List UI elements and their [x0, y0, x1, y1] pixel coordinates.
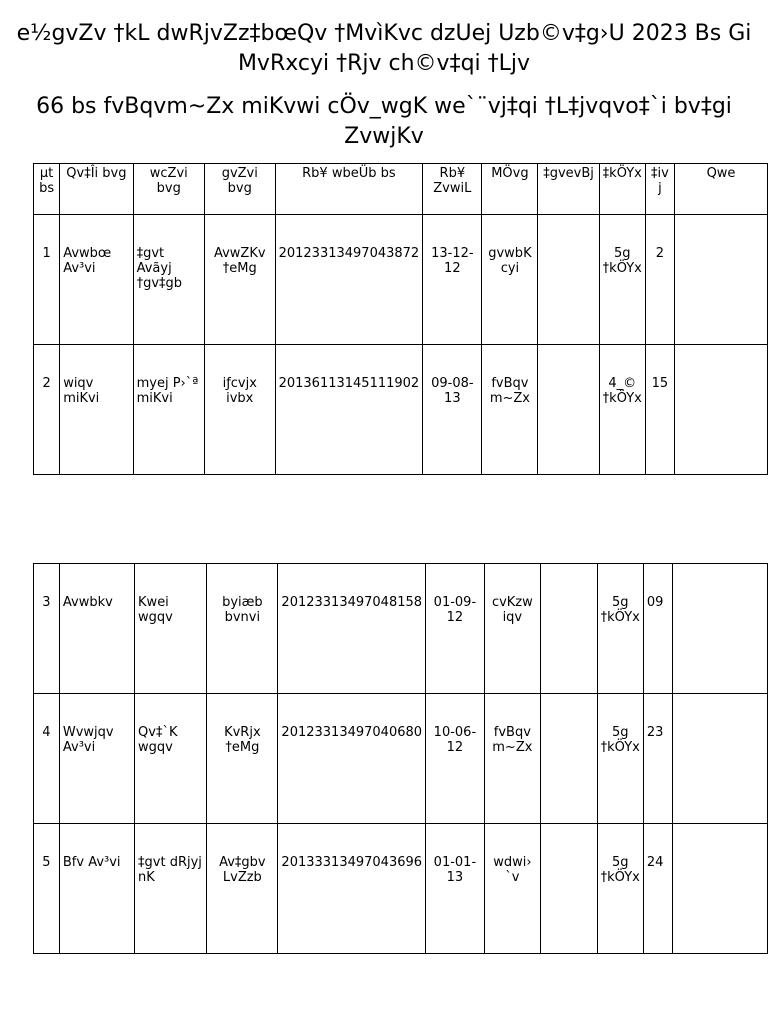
- cell-class: 5g †kÖYx: [597, 564, 643, 694]
- cell-roll: 09: [643, 564, 672, 694]
- cell-village: wdwi› `v: [484, 824, 540, 954]
- cell-class: 5g †kÖYx: [597, 694, 643, 824]
- cell-roll: 2: [645, 215, 674, 345]
- cell-class: 5g †kÖYx: [599, 215, 645, 345]
- player-table-page-2: [33, 563, 768, 954]
- cell-mobile: [538, 345, 599, 475]
- col-header-roll: ‡iv j: [645, 164, 674, 215]
- col-header-dob: Rb¥ ZvwiL: [423, 164, 482, 215]
- cell-village: cvKzw iqv: [484, 564, 540, 694]
- cell-father-name: ‡gvt dRjyj nK: [135, 824, 207, 954]
- col-header-serial: µt bs: [34, 164, 60, 215]
- document-title: e½gvZv †kL dwRjvZz‡bœQv †MvìKvc dzUej Uzb©v‡g›U 2023 Bs Gi MvRxcyi †Rjv ch©v‡qi †Ljv: [16, 21, 752, 76]
- col-header-mother-name: gvZvi bvg: [204, 164, 275, 215]
- cell-mother-name: byiæb bvnvi: [207, 564, 278, 694]
- cell-photo: [673, 824, 768, 954]
- cell-father-name: ‡gvt Avãyj †gv‡gb: [133, 215, 204, 345]
- cell-roll: 23: [643, 694, 672, 824]
- cell-mobile: [540, 694, 597, 824]
- col-header-birth-reg: Rb¥ wbeÜb bs: [275, 164, 423, 215]
- cell-class: 4_© †kÖYx: [599, 345, 645, 475]
- cell-father-name: Kwei wgqv: [135, 564, 207, 694]
- cell-mother-name: Av‡gbv LvZzb: [207, 824, 278, 954]
- cell-serial: 2: [34, 345, 60, 475]
- table-row: [34, 215, 768, 345]
- cell-dob: 01-01-13: [426, 824, 485, 954]
- cell-father-name: myej P›`ª miKvi: [133, 345, 204, 475]
- cell-student-name: Wvwjqv Av³vi: [59, 694, 134, 824]
- col-header-student-name: Qv‡Îi bvg: [60, 164, 133, 215]
- cell-village: fvBqv m~Zx: [484, 694, 540, 824]
- cell-birth-reg: 20133313497043696: [278, 824, 426, 954]
- cell-mobile: [540, 564, 597, 694]
- cell-student-name: Avwbœ Av³vi: [60, 215, 133, 345]
- cell-student-name: Avwbkv: [59, 564, 134, 694]
- cell-mother-name: AvwZKv †eMg: [204, 215, 275, 345]
- cell-serial: 5: [34, 824, 60, 954]
- table-row: [34, 564, 768, 694]
- cell-mother-name: KvRjx †eMg: [207, 694, 278, 824]
- cell-roll: 24: [643, 824, 672, 954]
- table-row: [34, 824, 768, 954]
- player-table-page-1: [33, 163, 768, 475]
- cell-birth-reg: 20123313497040680: [278, 694, 426, 824]
- cell-dob: 13-12-12: [423, 215, 482, 345]
- cell-birth-reg: 20123313497043872: [275, 215, 423, 345]
- cell-dob: 10-06-12: [426, 694, 485, 824]
- cell-photo: [673, 694, 768, 824]
- col-header-photo: Qwe: [675, 164, 768, 215]
- table-row: [34, 345, 768, 475]
- cell-dob: 09-08-13: [423, 345, 482, 475]
- cell-birth-reg: 20136113145111902: [275, 345, 423, 475]
- cell-photo: [675, 345, 768, 475]
- col-header-village: MÖvg: [482, 164, 538, 215]
- cell-village: fvBqv m~Zx: [482, 345, 538, 475]
- cell-serial: 4: [34, 694, 60, 824]
- col-header-mobile: ‡gvevBj: [538, 164, 599, 215]
- cell-photo: [673, 564, 768, 694]
- cell-mobile: [538, 215, 599, 345]
- table-header-row: [34, 164, 768, 215]
- cell-birth-reg: 20123313497048158: [278, 564, 426, 694]
- cell-mobile: [540, 824, 597, 954]
- cell-serial: 1: [34, 215, 60, 345]
- cell-photo: [675, 215, 768, 345]
- table-row: [34, 694, 768, 824]
- document-subtitle: 66 bs fvBqvm~Zx miKvwi cÖv_wgK we`¨vj‡qi †L‡jvqvo‡`i bv‡gi ZvwjKv: [36, 94, 732, 149]
- col-header-father-name: wcZvi bvg: [133, 164, 204, 215]
- cell-roll: 15: [645, 345, 674, 475]
- cell-village: gvwbK cyi: [482, 215, 538, 345]
- cell-student-name: wiqv miKvi: [60, 345, 133, 475]
- cell-student-name: Bfv Av³vi: [59, 824, 134, 954]
- cell-father-name: Qv‡`K wgqv: [135, 694, 207, 824]
- col-header-class: ‡kÖYx: [599, 164, 645, 215]
- cell-dob: 01-09-12: [426, 564, 485, 694]
- cell-serial: 3: [34, 564, 60, 694]
- cell-mother-name: iƒcvjx ivbx: [204, 345, 275, 475]
- cell-class: 5g †kÖYx: [597, 824, 643, 954]
